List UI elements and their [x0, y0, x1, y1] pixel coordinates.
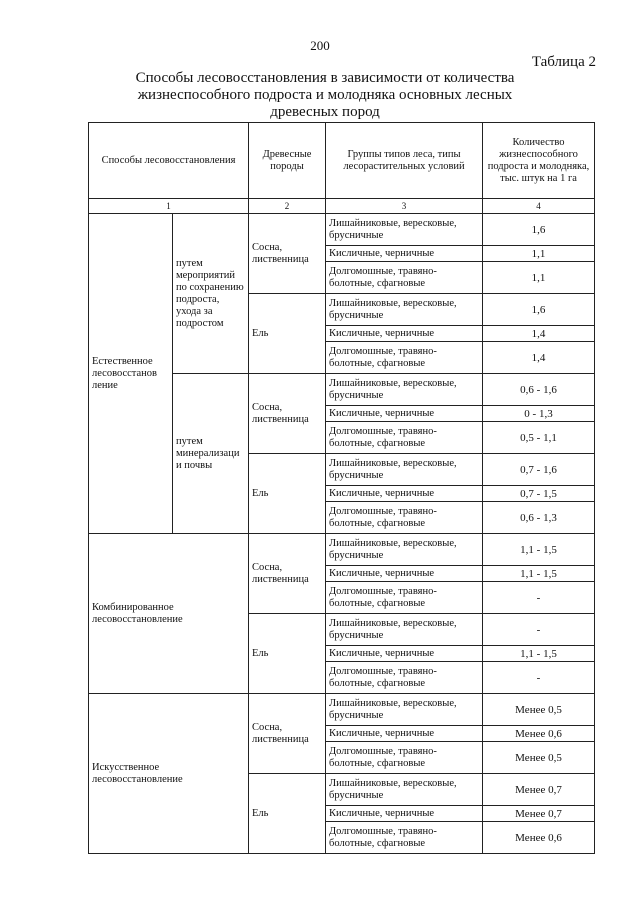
- forest-group: Кисличные, черничные: [326, 406, 483, 422]
- forest-group: Кисличные, черничные: [326, 646, 483, 662]
- forest-group: Долгомошные, травяно-болотные, сфагновые: [326, 262, 483, 294]
- reforestation-table: [88, 122, 595, 854]
- forest-group: Долгомошные, травяно-болотные, сфагновые: [326, 422, 483, 454]
- quantity-value: 1,6: [483, 294, 595, 326]
- quantity-value: -: [483, 662, 595, 694]
- header-groups: Группы типов леса, типы лесорастительных условий: [326, 123, 483, 199]
- quantity-value: 1,6: [483, 214, 595, 246]
- quantity-value: Менее 0,7: [483, 774, 595, 806]
- quantity-value: 0,6 - 1,6: [483, 374, 595, 406]
- forest-group: Лишайниковые, вересковые, брусничные: [326, 214, 483, 246]
- quantity-value: 1,1 - 1,5: [483, 646, 595, 662]
- quantity-value: -: [483, 582, 595, 614]
- forest-group: Лишайниковые, вересковые, брусничные: [326, 694, 483, 726]
- species-spruce: Ель: [249, 294, 326, 374]
- forest-group: Кисличные, черничные: [326, 566, 483, 582]
- forest-group: Кисличные, черничные: [326, 726, 483, 742]
- forest-group: Лишайниковые, вересковые, брусничные: [326, 374, 483, 406]
- forest-group: Лишайниковые, вересковые, брусничные: [326, 614, 483, 646]
- species-spruce: Ель: [249, 774, 326, 854]
- method-natural-sub-preserve: путем мероприятий по сохранению подроста, ухода за подростом: [173, 214, 249, 374]
- quantity-value: -: [483, 614, 595, 646]
- forest-group: Лишайниковые, вересковые, брусничные: [326, 294, 483, 326]
- column-number: 4: [483, 199, 595, 214]
- forest-group: Лишайниковые, вересковые, брусничные: [326, 534, 483, 566]
- species-spruce: Ель: [249, 614, 326, 694]
- header-species: Древесные породы: [249, 123, 326, 199]
- species-pine: Сосна, лиственница: [249, 214, 326, 294]
- forest-group: Долгомошные, травяно-болотные, сфагновые: [326, 662, 483, 694]
- forest-group: Кисличные, черничные: [326, 486, 483, 502]
- forest-group: Кисличные, черничные: [326, 806, 483, 822]
- quantity-value: 0,7 - 1,5: [483, 486, 595, 502]
- forest-group: Кисличные, черничные: [326, 326, 483, 342]
- forest-group: Лишайниковые, вересковые, брусничные: [326, 774, 483, 806]
- quantity-value: 0 - 1,3: [483, 406, 595, 422]
- title-line: Способы лесовосстановления в зависимости от количества: [135, 70, 515, 86]
- quantity-value: Менее 0,7: [483, 806, 595, 822]
- quantity-value: 1,1: [483, 262, 595, 294]
- quantity-value: 1,4: [483, 326, 595, 342]
- method-natural-sub-mineralization: путем минерализаци и почвы: [173, 374, 249, 534]
- quantity-value: Менее 0,5: [483, 694, 595, 726]
- species-pine: Сосна, лиственница: [249, 694, 326, 774]
- forest-group: Долгомошные, травяно-болотные, сфагновые: [326, 822, 483, 854]
- forest-group: Долгомошные, травяно-болотные, сфагновые: [326, 502, 483, 534]
- species-pine: Сосна, лиственница: [249, 534, 326, 614]
- forest-group: Долгомошные, травяно-болотные, сфагновые: [326, 342, 483, 374]
- quantity-value: 0,7 - 1,6: [483, 454, 595, 486]
- table-label: Таблица 2: [531, 54, 596, 70]
- header-methods: Способы лесовосстановления: [89, 123, 249, 199]
- forest-group: Долгомошные, травяно-болотные, сфагновые: [326, 742, 483, 774]
- method-natural: Естественное лесовосстанов ление: [89, 214, 173, 534]
- forest-group: Кисличные, черничные: [326, 246, 483, 262]
- quantity-value: Менее 0,6: [483, 822, 595, 854]
- quantity-value: Менее 0,5: [483, 742, 595, 774]
- quantity-value: Менее 0,6: [483, 726, 595, 742]
- column-number: 1: [89, 199, 249, 214]
- header-quantity: Количество жизнеспособного подроста и молодняка, тыс. штук на 1 га: [483, 123, 595, 199]
- species-pine: Сосна, лиственница: [249, 374, 326, 454]
- table-title: [80, 70, 570, 121]
- quantity-value: 1,1 - 1,5: [483, 534, 595, 566]
- method-combined: Комбинированное лесовосстановление: [89, 534, 249, 694]
- page-number: 200: [310, 38, 330, 53]
- column-number: 3: [326, 199, 483, 214]
- quantity-value: 0,6 - 1,3: [483, 502, 595, 534]
- quantity-value: 1,4: [483, 342, 595, 374]
- title-line: древесных пород: [270, 104, 380, 120]
- method-artificial: Искусственное лесовосстановление: [89, 694, 249, 854]
- quantity-value: 1,1: [483, 246, 595, 262]
- title-line: жизнеспособного подроста и молодняка основных лесных: [137, 87, 513, 103]
- forest-group: Лишайниковые, вересковые, брусничные: [326, 454, 483, 486]
- quantity-value: 0,5 - 1,1: [483, 422, 595, 454]
- species-spruce: Ель: [249, 454, 326, 534]
- quantity-value: 1,1 - 1,5: [483, 566, 595, 582]
- column-number: 2: [249, 199, 326, 214]
- forest-group: Долгомошные, травяно-болотные, сфагновые: [326, 582, 483, 614]
